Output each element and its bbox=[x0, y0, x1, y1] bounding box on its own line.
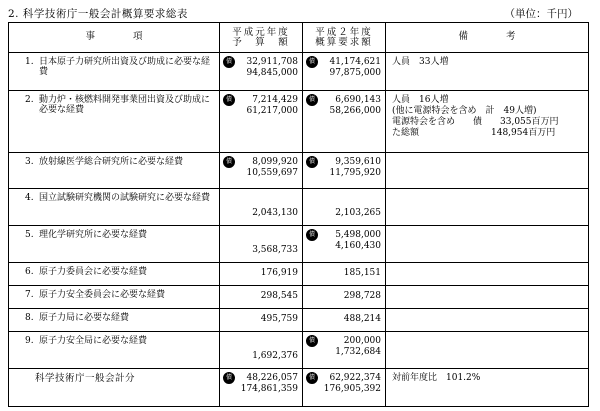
request-amount-cell bbox=[303, 91, 386, 153]
debt-mark-icon: 債 bbox=[223, 156, 235, 168]
table-row bbox=[9, 309, 589, 332]
table-row bbox=[9, 226, 589, 263]
item-number: 8. bbox=[25, 313, 34, 323]
document-title: 2. 科学技術庁一般会計概算要求総表 bbox=[8, 8, 188, 20]
request-amount-cell bbox=[303, 226, 386, 263]
item-text: 原子力安全委員会に必要な経費 bbox=[39, 290, 166, 300]
budget-table bbox=[8, 22, 589, 407]
item-cell bbox=[9, 263, 220, 286]
prev-year-amount-cell bbox=[220, 53, 303, 91]
total-label: 科学技術庁一般会計分 bbox=[35, 373, 136, 384]
header-notes: 備 考 bbox=[386, 23, 589, 53]
amount-budget: 1,692,376 bbox=[252, 351, 298, 361]
request-amount-cell bbox=[303, 189, 386, 226]
amount-debt: 200,000 bbox=[343, 336, 381, 346]
notes bbox=[392, 95, 584, 139]
amount-budget: 2,103,265 bbox=[335, 208, 381, 218]
item-cell bbox=[9, 309, 220, 332]
total-note: 対前年度比 101.2% bbox=[392, 373, 481, 383]
debt-mark-icon: 債 bbox=[306, 94, 318, 106]
amount-budget: 176,919 bbox=[260, 268, 298, 278]
notes-cell bbox=[386, 263, 589, 286]
notes-cell bbox=[386, 286, 589, 309]
amount-debt: 6,690,143 bbox=[335, 95, 381, 105]
amount-budget: 495,759 bbox=[260, 314, 298, 324]
table-row bbox=[9, 91, 589, 153]
note-line: 人員 16人増 bbox=[392, 95, 449, 105]
amount-debt: 41,174,621 bbox=[329, 57, 381, 67]
item-number: 3. bbox=[25, 157, 34, 167]
notes-cell bbox=[386, 226, 589, 263]
item-cell bbox=[9, 153, 220, 189]
debt-mark-icon: 債 bbox=[306, 156, 318, 168]
amount-budget: 11,795,920 bbox=[329, 168, 381, 178]
prev-year-amount-cell bbox=[220, 286, 303, 309]
item-number: 9. bbox=[25, 336, 34, 346]
total-prev-b: 174,861,359 bbox=[240, 384, 298, 394]
amount-budget: 97,875,000 bbox=[329, 68, 381, 78]
notes-cell bbox=[386, 91, 589, 153]
debt-mark-icon: 債 bbox=[223, 94, 235, 106]
item-cell bbox=[9, 226, 220, 263]
debt-mark-icon: 債 bbox=[223, 372, 235, 384]
item-text: 原子力委員会に必要な経費 bbox=[39, 267, 148, 277]
table-row bbox=[9, 53, 589, 91]
item-cell bbox=[9, 53, 220, 91]
prev-year-amount-cell bbox=[220, 332, 303, 369]
item-text: 放射線医学総合研究所に必要な経費 bbox=[39, 157, 184, 167]
amount-debt: 9,359,610 bbox=[335, 157, 381, 167]
header-item: 事 項 bbox=[9, 23, 220, 53]
amount-budget: 298,545 bbox=[260, 291, 298, 301]
debt-mark-icon: 債 bbox=[306, 229, 318, 241]
table-row bbox=[9, 332, 589, 369]
total-req-b: 176,905,392 bbox=[323, 384, 381, 394]
total-prev-cell bbox=[220, 369, 303, 407]
amount-debt: 32,911,708 bbox=[246, 57, 298, 67]
item-text: 原子力安全局に必要な経費 bbox=[39, 336, 148, 346]
note-line: 電源特会を含め 債 33,055百万円 bbox=[392, 117, 559, 127]
item-number: 6. bbox=[25, 267, 34, 277]
table-row bbox=[9, 263, 589, 286]
request-amount-cell bbox=[303, 332, 386, 369]
amount-budget: 94,845,000 bbox=[246, 68, 298, 78]
item-text: 日本原子力研究所出資及び助成に必要な経費 bbox=[39, 57, 211, 78]
note-line: (他に電源特会を含め 計 49人増) bbox=[392, 106, 537, 116]
total-req-cell bbox=[303, 369, 386, 407]
amount-budget: 298,728 bbox=[343, 291, 381, 301]
item-number: 1. bbox=[25, 57, 34, 67]
total-row bbox=[9, 369, 589, 407]
request-amount-cell bbox=[303, 53, 386, 91]
total-label-cell bbox=[9, 369, 220, 407]
item-number: 2. bbox=[25, 95, 34, 105]
table-row bbox=[9, 286, 589, 309]
notes-cell bbox=[386, 332, 589, 369]
amount-budget: 1,732,684 bbox=[335, 347, 381, 357]
request-amount-cell bbox=[303, 286, 386, 309]
notes bbox=[392, 57, 584, 68]
unit-label: （単位：千円） bbox=[504, 8, 578, 20]
notes-cell bbox=[386, 309, 589, 332]
note-line: 人員 33人増 bbox=[392, 57, 449, 67]
header-request: 平成２年度 概算要求額 bbox=[303, 23, 386, 53]
amount-debt: 7,214,429 bbox=[252, 95, 298, 105]
prev-year-amount-cell bbox=[220, 226, 303, 263]
request-amount-cell bbox=[303, 263, 386, 286]
item-text: 理化学研究所に必要な経費 bbox=[39, 230, 148, 240]
amount-debt: 8,099,920 bbox=[252, 157, 298, 167]
item-text: 国立試験研究機関の試験研究に必要な経費 bbox=[39, 193, 211, 203]
total-req-a: 62,922,374 bbox=[329, 373, 381, 383]
prev-year-amount-cell bbox=[220, 153, 303, 189]
item-text: 原子力局に必要な経費 bbox=[39, 313, 130, 323]
item-cell bbox=[9, 189, 220, 226]
table-row bbox=[9, 153, 589, 189]
notes-cell bbox=[386, 153, 589, 189]
amount-budget: 58,266,000 bbox=[329, 106, 381, 116]
notes-cell bbox=[386, 189, 589, 226]
notes-cell bbox=[386, 53, 589, 91]
request-amount-cell bbox=[303, 309, 386, 332]
amount-budget: 10,559,697 bbox=[246, 168, 298, 178]
prev-year-amount-cell bbox=[220, 91, 303, 153]
item-cell bbox=[9, 286, 220, 309]
total-note-cell bbox=[386, 369, 589, 407]
table-row bbox=[9, 189, 589, 226]
header-prev-year: 平成元年度 予 算 額 bbox=[220, 23, 303, 53]
amount-budget: 4,160,430 bbox=[335, 241, 381, 251]
item-cell bbox=[9, 91, 220, 153]
prev-year-amount-cell bbox=[220, 189, 303, 226]
item-number: 7. bbox=[25, 290, 34, 300]
amount-budget: 3,568,733 bbox=[252, 245, 298, 255]
amount-debt: 5,498,000 bbox=[335, 230, 381, 240]
prev-year-amount-cell bbox=[220, 309, 303, 332]
debt-mark-icon: 債 bbox=[306, 56, 318, 68]
amount-budget: 488,214 bbox=[343, 314, 381, 324]
amount-budget: 185,151 bbox=[343, 268, 381, 278]
amount-budget: 61,217,000 bbox=[246, 106, 298, 116]
total-prev-a: 48,226,057 bbox=[246, 373, 298, 383]
amount-budget: 2,043,130 bbox=[252, 208, 298, 218]
item-text: 動力炉・核燃料開発事業団出資及び助成に必要な経費 bbox=[39, 95, 211, 116]
note-line: た総額 148,954百万円 bbox=[392, 128, 556, 138]
item-number: 5. bbox=[25, 230, 34, 240]
item-cell bbox=[9, 332, 220, 369]
item-number: 4. bbox=[25, 193, 34, 203]
debt-mark-icon: 債 bbox=[223, 56, 235, 68]
debt-mark-icon: 債 bbox=[306, 372, 318, 384]
prev-year-amount-cell bbox=[220, 263, 303, 286]
debt-mark-icon: 債 bbox=[306, 335, 318, 347]
request-amount-cell bbox=[303, 153, 386, 189]
